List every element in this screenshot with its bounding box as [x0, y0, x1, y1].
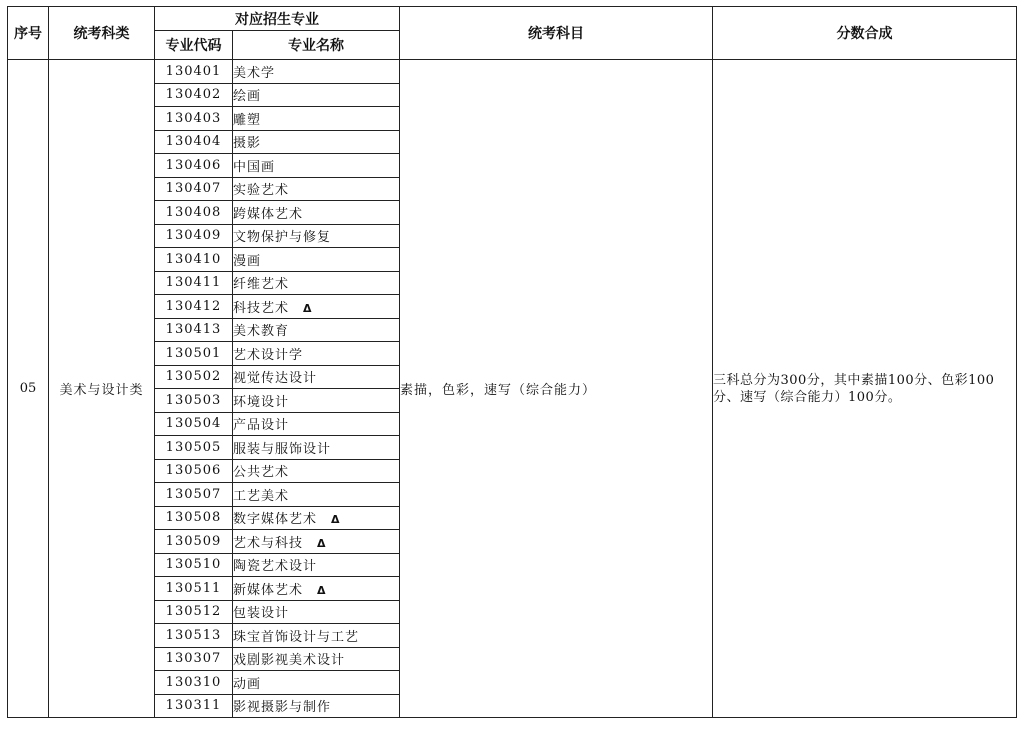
major-code: 130503: [155, 389, 233, 413]
major-code: 130402: [155, 83, 233, 107]
major-code: 130512: [155, 600, 233, 624]
major-name: 环境设计: [233, 394, 290, 410]
major-name-cell: [233, 506, 400, 530]
major-name-cell: [233, 271, 400, 295]
major-code: 130508: [155, 506, 233, 530]
header-seq: 序号: [8, 7, 49, 60]
admission-table: [7, 6, 1017, 718]
major-name-cell: [233, 224, 400, 248]
major-name-cell: [233, 530, 400, 554]
major-name-cell: [233, 600, 400, 624]
major-name-cell: [233, 201, 400, 225]
major-name: 绘画: [233, 89, 262, 105]
major-name: 美术教育: [233, 324, 290, 340]
major-name-cell: [233, 624, 400, 648]
major-code: 130307: [155, 647, 233, 671]
major-name: 艺术与科技: [233, 535, 304, 551]
major-name-cell: [233, 389, 400, 413]
group-seq: 05: [8, 60, 49, 718]
major-name: 文物保护与修复: [233, 230, 332, 246]
major-code: 130404: [155, 130, 233, 154]
major-name: 跨媒体艺术: [233, 206, 304, 222]
group-subjects: 素描，色彩，速写（综合能力）: [400, 60, 713, 718]
major-name: 服装与服饰设计: [233, 441, 332, 457]
triangle-mark-icon: Δ: [317, 536, 327, 550]
table-body: [8, 60, 1017, 718]
major-name-cell: [233, 295, 400, 319]
major-code: 130409: [155, 224, 233, 248]
major-name-cell: [233, 365, 400, 389]
major-name-cell: [233, 177, 400, 201]
header-major-name: 专业名称: [233, 31, 400, 60]
major-name-cell: [233, 318, 400, 342]
major-name: 工艺美术: [233, 488, 290, 504]
major-name: 视觉传达设计: [233, 371, 318, 387]
major-code: 130410: [155, 248, 233, 272]
major-name-cell: [233, 83, 400, 107]
major-code: 130411: [155, 271, 233, 295]
major-name: 科技艺术: [233, 300, 290, 316]
major-name: 动画: [233, 676, 262, 692]
major-name: 雕塑: [233, 112, 262, 128]
major-code: 130511: [155, 577, 233, 601]
major-name: 中国画: [233, 159, 276, 175]
major-name-cell: [233, 342, 400, 366]
major-name: 戏剧影视美术设计: [233, 653, 346, 669]
major-code: 130504: [155, 412, 233, 436]
major-name-cell: [233, 483, 400, 507]
major-code: 130513: [155, 624, 233, 648]
major-name: 陶瓷艺术设计: [233, 559, 318, 575]
major-name-cell: [233, 130, 400, 154]
major-name: 纤维艺术: [233, 277, 290, 293]
major-name: 珠宝首饰设计与工艺: [233, 629, 360, 645]
major-name-cell: [233, 107, 400, 131]
major-code: 130502: [155, 365, 233, 389]
triangle-mark-icon: Δ: [331, 513, 341, 527]
major-code: 130505: [155, 436, 233, 460]
major-name: 公共艺术: [233, 465, 290, 481]
triangle-mark-icon: Δ: [317, 583, 327, 597]
major-name-cell: [233, 459, 400, 483]
major-code: 130506: [155, 459, 233, 483]
major-name: 影视摄影与制作: [233, 700, 332, 716]
major-name: 数字媒体艺术: [233, 512, 318, 528]
major-name-cell: [233, 694, 400, 718]
major-name: 漫画: [233, 253, 262, 269]
major-code: 130501: [155, 342, 233, 366]
header-major-code: 专业代码: [155, 31, 233, 60]
major-name-cell: [233, 553, 400, 577]
major-name-cell: [233, 436, 400, 460]
major-name-cell: [233, 671, 400, 695]
major-code: 130412: [155, 295, 233, 319]
major-code: 130407: [155, 177, 233, 201]
major-name-cell: [233, 248, 400, 272]
major-name: 新媒体艺术: [233, 582, 304, 598]
major-name-cell: [233, 647, 400, 671]
major-name-cell: [233, 577, 400, 601]
header-score: 分数合成: [713, 7, 1017, 60]
major-code: 130310: [155, 671, 233, 695]
major-code: 130406: [155, 154, 233, 178]
major-name: 包装设计: [233, 606, 290, 622]
group-category: 美术与设计类: [49, 60, 155, 718]
major-code: 130408: [155, 201, 233, 225]
table-row: [8, 60, 1017, 84]
major-name-cell: [233, 154, 400, 178]
major-code: 130413: [155, 318, 233, 342]
major-name: 艺术设计学: [233, 347, 304, 363]
major-code: 130403: [155, 107, 233, 131]
header-subjects: 统考科目: [400, 7, 713, 60]
major-name-cell: [233, 60, 400, 84]
triangle-mark-icon: Δ: [303, 301, 313, 315]
major-name: 美术学: [233, 65, 276, 81]
major-name: 摄影: [233, 136, 262, 152]
major-name-cell: [233, 412, 400, 436]
group-score: 三科总分为300分，其中素描100分、色彩100分、速写（综合能力）100分。: [713, 60, 1017, 718]
major-code: 130509: [155, 530, 233, 554]
major-name: 实验艺术: [233, 183, 290, 199]
header-majors-group: 对应招生专业: [155, 7, 400, 31]
header-category: 统考科类: [49, 7, 155, 60]
major-name: 产品设计: [233, 418, 290, 434]
major-code: 130401: [155, 60, 233, 84]
major-code: 130510: [155, 553, 233, 577]
major-code: 130507: [155, 483, 233, 507]
major-code: 130311: [155, 694, 233, 718]
